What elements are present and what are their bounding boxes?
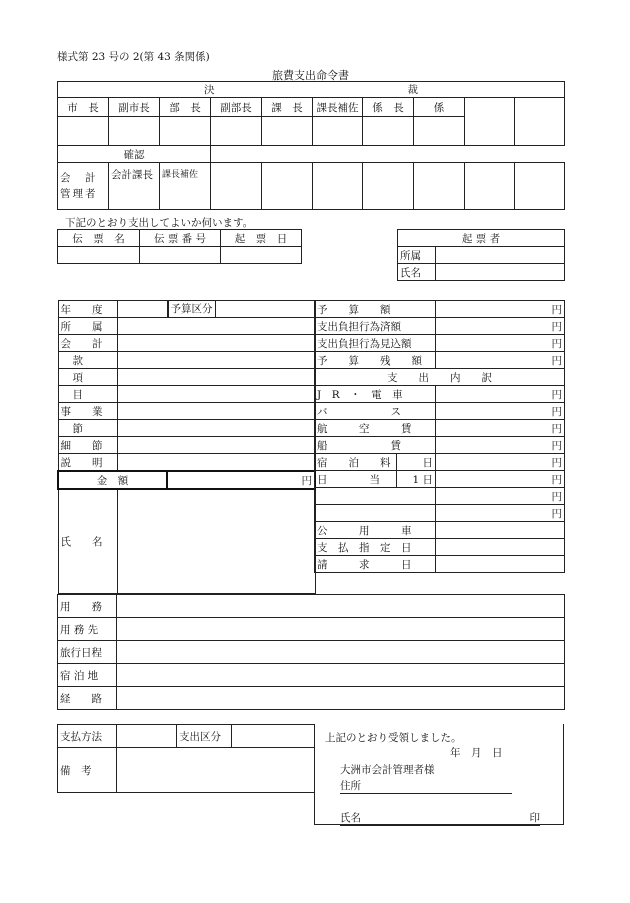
biko-label: 備 考 xyxy=(58,748,117,793)
main-left-table xyxy=(57,300,316,594)
voucher-name-header: 伝 票 名 xyxy=(58,230,140,247)
ryokou-label: 旅行日程 xyxy=(58,641,117,664)
payment-date-label: 支 払 指 定 日 xyxy=(315,539,436,556)
role-staff: 係 xyxy=(414,98,465,117)
kingaku-yen: 円 xyxy=(167,471,315,489)
shozoku-label: 所 属 xyxy=(58,318,117,335)
payment-table xyxy=(57,724,315,793)
kessai-label: 決 xyxy=(58,82,211,98)
jr-label: J R ・ 電 車 xyxy=(315,386,436,403)
role-section-chief: 課 長 xyxy=(262,98,313,117)
official-car-label: 公 用 車 xyxy=(315,522,436,539)
kingaku-label: 金 額 xyxy=(58,471,167,489)
yosan-kubun-label: 予算区分 xyxy=(168,301,216,317)
setsu-label: 節 xyxy=(58,420,117,437)
notice-text: 下記のとおり支出してよいか伺います。 xyxy=(65,217,254,229)
setsumei-label: 説 明 xyxy=(58,454,117,472)
kakunin-label: 確認 xyxy=(58,146,211,163)
voucher-number-header: 伝 票 番 号 xyxy=(140,230,221,247)
claim-date-label: 請 求 日 xyxy=(315,556,436,573)
bus-label: バ ス xyxy=(315,403,436,420)
shimei-label: 氏 名 xyxy=(58,489,117,594)
voucher-table xyxy=(57,229,302,264)
kacho-hosa: 課長補佐 xyxy=(160,163,211,210)
receipt-address: 住所 xyxy=(340,778,512,794)
role-deputy-director: 副部長 xyxy=(211,98,262,117)
shiharai-label: 支払方法 xyxy=(58,725,117,748)
issuer-name-label: 氏名 xyxy=(398,264,436,281)
budget-committed-label: 支出負担行為済額 xyxy=(315,318,436,335)
role-mayor: 市 長 xyxy=(58,98,109,117)
budget-total-label: 予 算 額 xyxy=(315,301,436,318)
kaikei-kacho: 会計課長 xyxy=(109,163,160,210)
role-director: 部 長 xyxy=(160,98,211,117)
keiro-label: 経 路 xyxy=(58,687,117,710)
main-right-table: 予 算 額 円 支出負担行為済額 円 支出負担行為見込額 円 予 算 残 額 円 支 出 内 訳 J R ・ 電 車 円 バ ス 円 航 空 賃 円 船 賃 円 宿 泊 料 日 円 日 当 1 日 円 円 円 公 用 車 支 払 指 定 日 請 求 日 xyxy=(314,300,565,573)
shishutsu-kubun-label: 支出区分 xyxy=(177,725,232,748)
kaikei-kanrisha: 会 計 管理者 xyxy=(58,163,109,210)
shukuhaku-label: 宿 泊 地 xyxy=(58,664,117,687)
kaikei-label: 会 計 xyxy=(58,335,117,352)
daily-allowance-label: 日 当 xyxy=(315,471,397,488)
saisetsu-label: 細 節 xyxy=(58,437,117,454)
voucher-date-header: 起 票 日 xyxy=(221,230,302,247)
issuer-title: 起 票 者 xyxy=(398,230,565,247)
seal-mark: 印 xyxy=(529,812,540,824)
budget-remaining-label: 予 算 残 額 xyxy=(315,352,436,369)
form-number: 様式第 23 号の 2(第 43 条関係) xyxy=(57,51,210,63)
budget-expected-label: 支出負担行為見込額 xyxy=(315,335,436,352)
breakdown-title: 支 出 内 訳 xyxy=(315,369,565,386)
bottom-table xyxy=(57,594,565,710)
page-title: 旅費支出命令書 xyxy=(272,69,349,82)
receipt-line: 上記のとおり受領しました。 xyxy=(325,732,462,744)
role-subsection-chief: 係 長 xyxy=(363,98,414,117)
kan-label: 款 xyxy=(58,352,117,369)
moku-label: 目 xyxy=(58,386,117,403)
issuer-table xyxy=(397,229,565,281)
receipt-date: 年 月 日 xyxy=(450,747,503,759)
issuer-dept-label: 所属 xyxy=(398,247,436,264)
jigyou-label: 事 業 xyxy=(58,403,117,420)
ship-label: 船 賃 xyxy=(315,437,436,454)
kou-label: 項 xyxy=(58,369,117,386)
youmusaki-label: 用 務 先 xyxy=(58,618,117,641)
receipt-to: 大洲市会計管理者様 xyxy=(340,764,435,776)
air-label: 航 空 賃 xyxy=(315,420,436,437)
youmu-label: 用 務 xyxy=(58,595,117,618)
role-vice-mayor: 副市長 xyxy=(109,98,160,117)
receipt-name: 氏名 印 xyxy=(340,812,540,824)
lodging-label: 宿 泊 料 xyxy=(315,454,397,471)
nendo-label: 年 度 xyxy=(58,301,117,318)
role-assistant-chief: 課長補佐 xyxy=(313,98,363,117)
approval-table: 決 裁 市 長 副市長 部 長 副部長 課 長 課長補佐 係 長 係 確認 会 計 管理者 会計課長 課長補佐 xyxy=(57,81,565,210)
